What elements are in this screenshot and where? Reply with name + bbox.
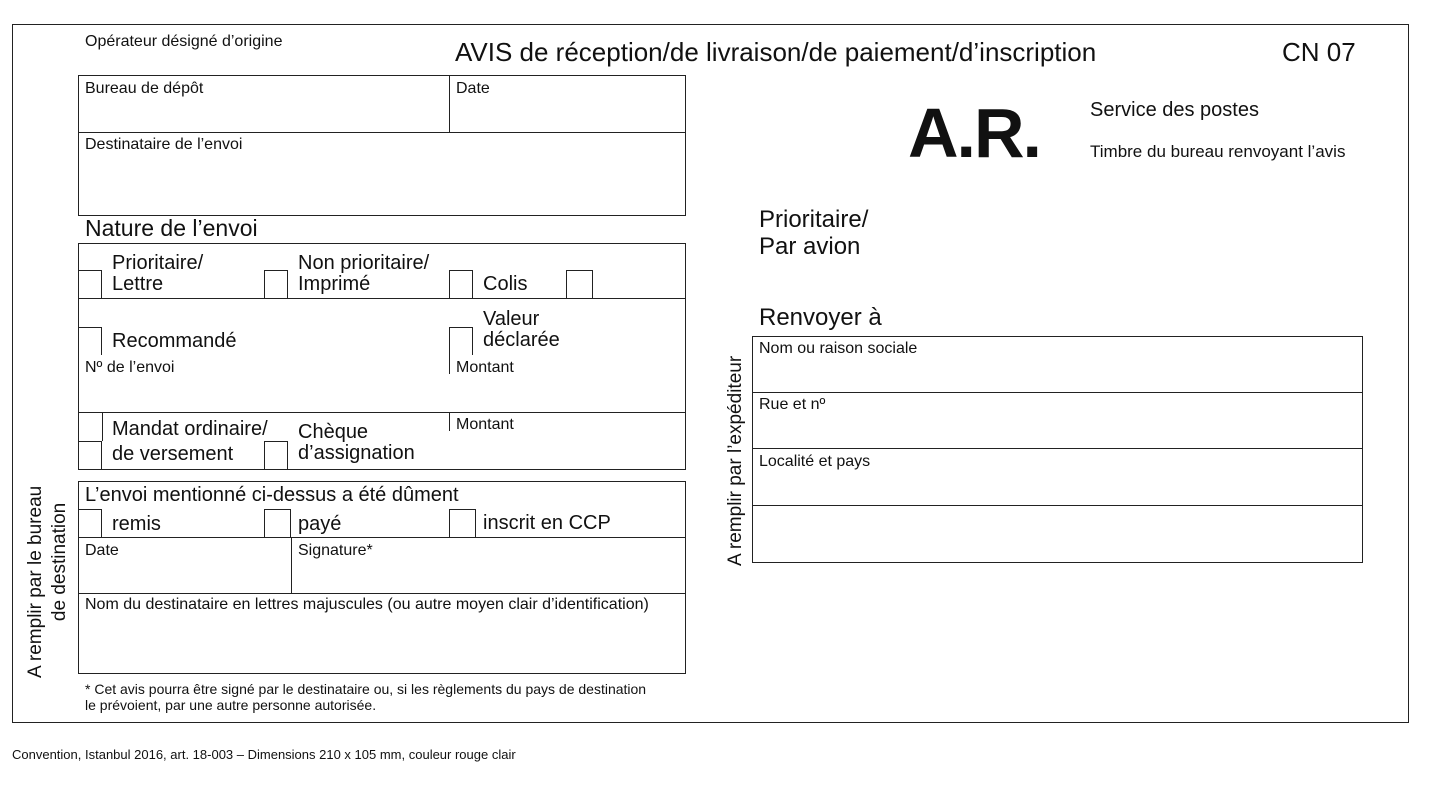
prioritaire-label-2: Lettre <box>112 273 164 295</box>
paye-label: payé <box>298 513 342 535</box>
valeur-label-1: Valeur <box>483 308 540 330</box>
nature-heading: Nature de l’envoi <box>85 215 258 241</box>
form-code: CN 07 <box>1282 37 1356 67</box>
cheque-label-1: Chèque <box>298 421 369 443</box>
valeur-label-2: déclarée <box>483 329 560 351</box>
checkbox-mandat[interactable] <box>78 441 102 469</box>
checkbox-valeur-declaree[interactable] <box>449 327 473 355</box>
destination-box <box>78 481 686 674</box>
expediteur-vertical-label: A remplir par l’expéditeur <box>725 355 746 566</box>
checkbox-paye[interactable] <box>264 509 291 537</box>
right-prioritaire-1: Prioritaire/ <box>759 206 869 233</box>
inscrit-label: inscrit en CCP <box>483 512 611 534</box>
service-postes-label: Service des postes <box>1090 99 1259 121</box>
no-envoi-label: Nº de l’envoi <box>85 359 175 376</box>
remis-label: remis <box>112 513 161 535</box>
rue-label: Rue et nº <box>759 396 826 413</box>
prioritaire-label-1: Prioritaire/ <box>112 252 204 274</box>
checkbox-remis[interactable] <box>78 509 102 537</box>
bureau-depot-label: Bureau de dépôt <box>85 80 204 97</box>
nom-label: Nom ou raison sociale <box>759 340 918 357</box>
checkbox-cheque[interactable] <box>264 441 288 469</box>
non-prioritaire-label-1: Non prioritaire/ <box>298 252 430 274</box>
non-prioritaire-label-2: Imprimé <box>298 273 371 295</box>
checkbox-non-prioritaire[interactable] <box>264 270 288 298</box>
operator-label: Opérateur désigné d’origine <box>85 33 283 50</box>
checkbox-recommande[interactable] <box>78 327 102 355</box>
convention-footer: Convention, Istanbul 2016, art. 18-003 – Dimensions 210 x 105 mm, couleur rouge clair <box>12 747 516 762</box>
checkbox-inscrit[interactable] <box>449 509 476 537</box>
checkbox-colis[interactable] <box>449 270 473 298</box>
right-prioritaire-2: Par avion <box>759 233 861 260</box>
checkbox-prioritaire[interactable] <box>78 270 102 298</box>
date-label: Date <box>456 80 490 97</box>
checkbox-extra[interactable] <box>566 270 593 298</box>
footnote-line-1: * Cet avis pourra être signé par le destinataire ou, si les règlements du pays de destination <box>85 681 647 697</box>
dest-date-label: Date <box>85 542 119 559</box>
recommande-label: Recommandé <box>112 330 237 352</box>
timbre-label: Timbre du bureau renvoyant l’avis <box>1090 142 1346 161</box>
localite-label: Localité et pays <box>759 453 871 470</box>
renvoyer-heading: Renvoyer à <box>759 304 882 331</box>
destination-vertical-label: A remplir par le bureau de destination <box>25 485 70 678</box>
nom-majuscules-label: Nom du destinataire en lettres majuscules (ou autre moyen clair d’identification) <box>85 596 649 613</box>
colis-label: Colis <box>483 273 528 295</box>
return-address-box <box>752 336 1363 563</box>
cheque-label-2: d’assignation <box>298 442 415 464</box>
montant-label-1: Montant <box>456 359 514 376</box>
mandat-label-1: Mandat ordinaire/ <box>112 418 268 440</box>
signature-label: Signature* <box>298 542 373 559</box>
ar-mark: A.R. <box>908 94 1040 172</box>
form-title: AVIS de réception/de livraison/de paiement/d’inscription <box>455 37 1097 67</box>
montant-label-2: Montant <box>456 416 514 433</box>
mandat-label-2: de versement <box>112 443 234 465</box>
destination-heading: L’envoi mentionné ci-dessus a été dûment <box>85 484 459 506</box>
destinataire-label: Destinataire de l’envoi <box>85 136 243 153</box>
footnote-line-2: le prévoient, par une autre personne autorisée. <box>85 697 377 713</box>
